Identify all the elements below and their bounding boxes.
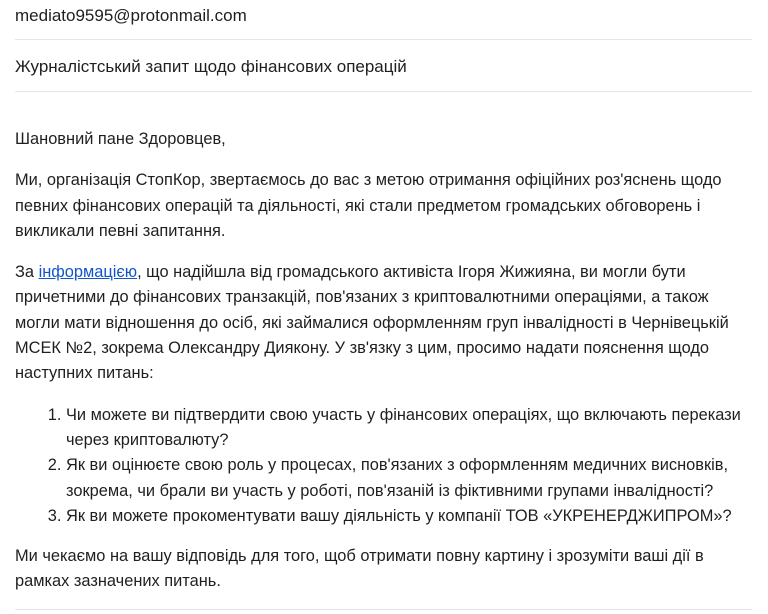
paragraph-prefix: За — [15, 263, 39, 282]
paragraph-suffix: , що надійшла від громадського активіста Ігоря Жижияна, ви могли бути причетними до фінансових транзакцій, пов'язаних з криптовалютними операціями, а також могли мати відношення до осіб, які займалися оформленням груп інвалідності в Чернівецькій МСЕК №2, зокрема Олександру Диякону. У зв'язку з цим, просимо надати пояснення щодо наступних питань: — [15, 263, 729, 383]
closing-paragraph: Ми чекаємо на вашу відповідь для того, щоб отримати повну картину і зрозуміти ваші дії в рамках зазначених питань. — [15, 547, 704, 591]
intro-paragraph: Ми, організація СтопКор, звертаємось до вас з метою отримання офіційних роз'яснень щодо певних фінансових операцій та діяльності, які стали предметом громадських обговорень і викликали певні запитання. — [15, 171, 722, 240]
message-body[interactable] — [15, 127, 752, 595]
information-paragraph — [15, 260, 752, 386]
questions-list — [15, 403, 752, 529]
bottom-divider — [15, 609, 752, 610]
questions-list-wrap — [15, 403, 752, 529]
recipient-address[interactable]: mediato9595@protonmail.com — [15, 6, 247, 25]
question-item: 1. Чи можете ви підтвердити свою участь у фінансових операціях, що включають перекази через криптовалюту? — [66, 403, 752, 454]
information-link[interactable]: інформацією — [38, 263, 138, 282]
email-header — [15, 0, 752, 92]
subject-text[interactable]: Журналістський запит щодо фінансових операцій — [15, 57, 407, 76]
greeting: Шановний пане Здоровцев, — [15, 130, 226, 148]
question-item: 3. Як ви можете прокоментувати вашу діяльність у компанії ТОВ «УКРЕНЕРДЖИПРОМ»? — [66, 504, 752, 529]
question-item: 2. Як ви оцінюєте свою роль у процесах, пов'язаних з оформленням медичних висновків, зокрема, чи брали ви участь у роботі, пов'язаній із фіктивними групами інвалідності? — [66, 453, 752, 504]
recipient-field[interactable] — [15, 0, 752, 40]
subject-field[interactable] — [15, 40, 752, 92]
